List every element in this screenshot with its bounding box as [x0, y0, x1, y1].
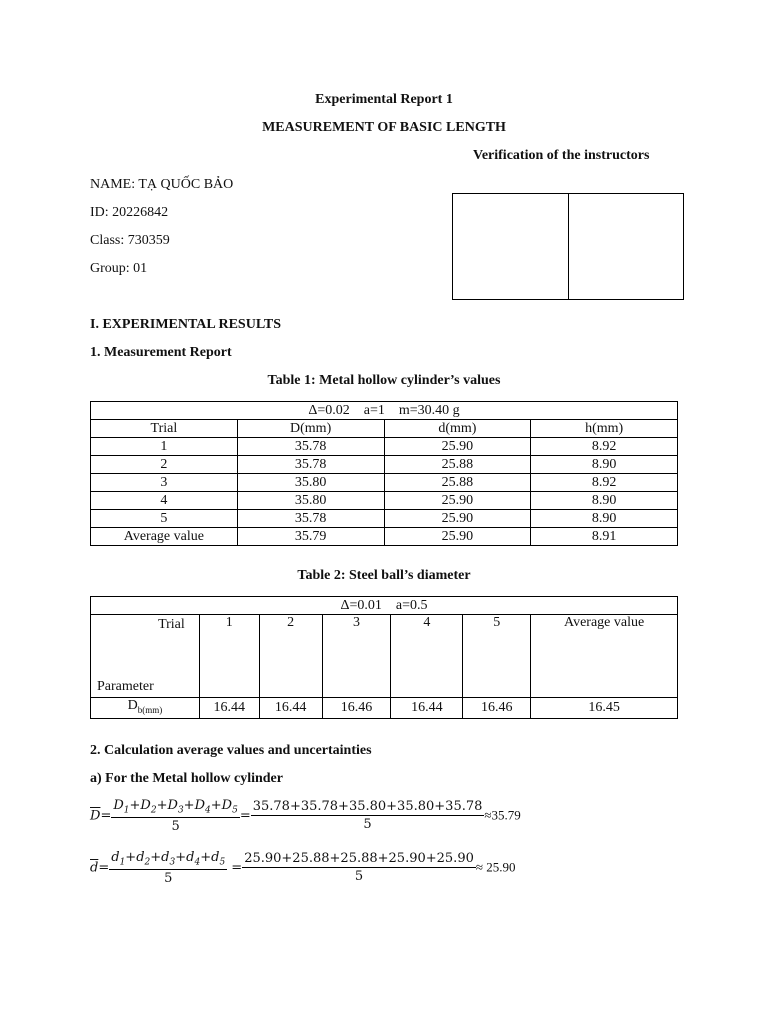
fraction-denominator: 5	[171, 818, 180, 834]
table2-header-trial-2: 2	[259, 615, 322, 698]
verification-box	[452, 193, 684, 300]
table-cell: 35.79	[237, 528, 384, 546]
table-cell: 4	[91, 492, 238, 510]
formula-D-average: $\overline{D}=$ $\frac{D_1+D_2+D_3+D_4+D_5}{5}$ = $\frac{35.78+35.78+35.80+35.80+35.78}{5}$ ≈35.79	[90, 798, 521, 834]
table2-header-trial-4: 4	[391, 615, 463, 698]
student-id: ID: 20226842	[90, 205, 169, 220]
table1-params-row	[91, 402, 678, 420]
section-calc-a-heading: a) For the Metal hollow cylinder	[90, 771, 283, 786]
d-bar-symbol: $\overline{d}$	[90, 860, 99, 876]
table-row	[91, 456, 678, 474]
table-cell: 16.44	[199, 698, 259, 719]
fraction	[109, 850, 227, 886]
table-row	[91, 474, 678, 492]
table-cell: 3	[91, 474, 238, 492]
table-cell: 16.45	[531, 698, 678, 719]
table2-corner-cell	[91, 615, 200, 698]
table2-header-row	[91, 615, 678, 698]
table1-caption: Table 1: Metal hollow cylinder’s values	[267, 373, 501, 388]
table-cell: 16.46	[463, 698, 531, 719]
table-cell: 25.90	[384, 528, 531, 546]
fraction-numerator: 25.90+25.88+25.88+25.90+25.90	[244, 851, 474, 867]
table-cell: 8.91	[531, 528, 678, 546]
table-cell: 25.90	[384, 438, 531, 456]
section-results-heading: I. EXPERIMENTAL RESULTS	[90, 317, 282, 332]
table1-header-trial: Trial	[91, 420, 238, 438]
verification-cell-right	[569, 194, 684, 299]
table2	[90, 596, 678, 719]
table1-header-height: h(mm)	[531, 420, 678, 438]
table-cell: 5	[91, 510, 238, 528]
row-label-sub: b(mm)	[137, 704, 163, 715]
table2-parameter-label: Parameter	[97, 679, 154, 694]
table-cell: 35.78	[237, 456, 384, 474]
fraction	[251, 799, 485, 832]
table-cell: 25.88	[384, 456, 531, 474]
verification-label: Verification of the instructors	[473, 148, 650, 163]
row-label-main: D	[127, 698, 138, 713]
table1-params: Δ=0.02 a=1 m=30.40 g	[91, 402, 678, 420]
section-calc-heading: 2. Calculation average values and uncertainties	[90, 743, 372, 758]
formula-result: ≈ 25.90	[475, 859, 516, 875]
fraction-denominator: 5	[164, 870, 173, 886]
table1-header-row	[91, 420, 678, 438]
D-bar-symbol: $\overline{D}$	[90, 808, 101, 824]
table2-trial-label: Trial	[158, 617, 185, 632]
table2-params-row	[91, 597, 678, 615]
fraction-numerator: $d_1+d_2+d_3+d_4+d_5$	[111, 850, 226, 868]
table2-header-trial-3: 3	[322, 615, 391, 698]
table2-header-average: Average value	[531, 615, 678, 698]
table-cell: 35.78	[237, 510, 384, 528]
table-cell: 2	[91, 456, 238, 474]
table-cell: 35.80	[237, 474, 384, 492]
fraction-denominator: 5	[354, 869, 364, 885]
table-cell: 8.92	[531, 474, 678, 492]
table-row-average	[91, 528, 678, 546]
fraction-numerator: $D_1+D_2+D_3+D_4+D_5$	[113, 798, 238, 816]
table-cell: 35.78	[237, 438, 384, 456]
table2-row-label	[91, 698, 200, 719]
table-row	[91, 510, 678, 528]
report-subject: MEASUREMENT OF BASIC LENGTH	[262, 120, 506, 135]
table-cell: 8.92	[531, 438, 678, 456]
table-cell: 8.90	[531, 456, 678, 474]
student-group: Group: 01	[90, 261, 148, 276]
fraction	[242, 851, 476, 884]
table-cell: 25.90	[384, 510, 531, 528]
table2-caption: Table 2: Steel ball’s diameter	[297, 568, 471, 583]
fraction	[111, 798, 239, 834]
section-measurement-heading: 1. Measurement Report	[90, 345, 232, 360]
table-row	[91, 698, 678, 719]
table-cell: 16.46	[322, 698, 391, 719]
table2-header-trial-5: 5	[463, 615, 531, 698]
table-cell: 16.44	[259, 698, 322, 719]
formula-result: ≈35.79	[484, 807, 521, 823]
table-cell: 25.90	[384, 492, 531, 510]
table1	[90, 401, 678, 546]
table-row	[91, 438, 678, 456]
formula-d-average: $\overline{d}=$ $\frac{d_1+d_2+d_3+d_4+d_5}{5}$ = $\frac{25.90+25.88+25.88+25.90+25.90}{5}$ ≈ 25.90	[90, 850, 516, 886]
table1-header-inner-diameter: d(mm)	[384, 420, 531, 438]
fraction-numerator: 35.78+35.78+35.80+35.80+35.78	[252, 799, 483, 815]
table-cell: 8.90	[531, 510, 678, 528]
student-class: Class: 730359	[90, 233, 170, 248]
student-name: NAME: TẠ QUỐC BẢO	[90, 177, 234, 192]
verification-cell-left	[453, 194, 569, 299]
fraction-denominator: 5	[363, 817, 372, 833]
table-cell: 25.88	[384, 474, 531, 492]
table-cell: Average value	[91, 528, 238, 546]
table-row	[91, 492, 678, 510]
report-number: Experimental Report 1	[315, 92, 453, 107]
table-cell: 35.80	[237, 492, 384, 510]
table2-params: Δ=0.01 a=0.5	[91, 597, 678, 615]
table1-header-outer-diameter: D(mm)	[237, 420, 384, 438]
table-cell: 8.90	[531, 492, 678, 510]
table-cell: 16.44	[391, 698, 463, 719]
table2-header-trial-1: 1	[199, 615, 259, 698]
table-cell: 1	[91, 438, 238, 456]
